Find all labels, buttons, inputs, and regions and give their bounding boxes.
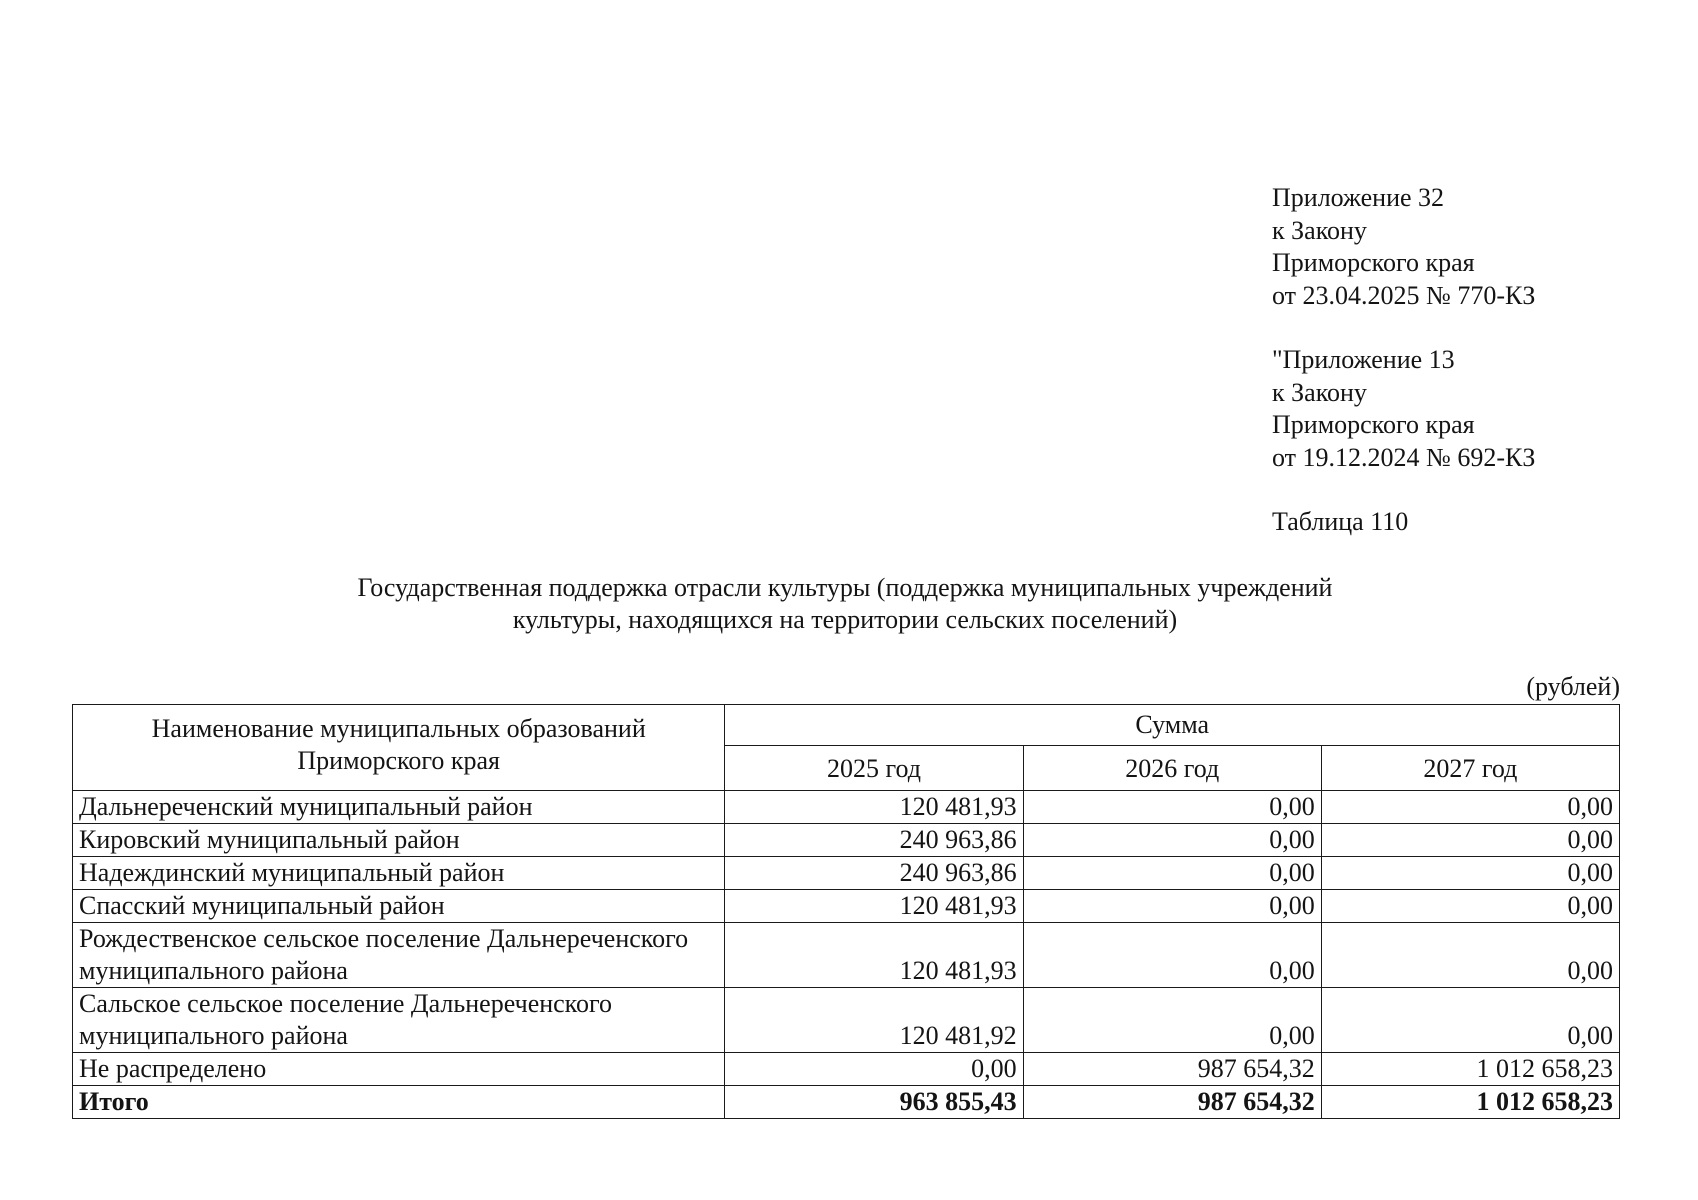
appendix-current-line: к Закону bbox=[1272, 215, 1367, 245]
table-row bbox=[73, 791, 1620, 824]
table-row bbox=[73, 890, 1620, 923]
header-row bbox=[73, 705, 1620, 746]
cell-municipality: Рождественское сельское поселение Дальнереченского муниципального района bbox=[73, 923, 725, 988]
cell-total-2027: 1 012 658,23 bbox=[1321, 1086, 1619, 1119]
cell-2027: 0,00 bbox=[1321, 890, 1619, 923]
cell-2026: 0,00 bbox=[1023, 890, 1321, 923]
unit-label: (рублей) bbox=[1526, 672, 1620, 701]
appendix-current-block bbox=[1272, 182, 1535, 312]
cell-2027: 0,00 bbox=[1321, 923, 1619, 988]
cell-2025: 120 481,93 bbox=[725, 923, 1023, 988]
table-number: Таблица 110 bbox=[1272, 507, 1409, 536]
column-header-2025: 2025 год bbox=[725, 746, 1023, 791]
appendix-original-line: от 19.12.2024 № 692-КЗ bbox=[1272, 442, 1536, 472]
table-body bbox=[73, 791, 1620, 1119]
cell-municipality: Спасский муниципальный район bbox=[73, 890, 725, 923]
appendix-original-block bbox=[1272, 344, 1535, 474]
document-title bbox=[200, 572, 1490, 636]
cell-municipality: Сальское сельское поселение Дальнереченского муниципального района bbox=[73, 988, 725, 1053]
column-header-name: Наименование муниципальных образований Приморского края bbox=[73, 705, 725, 791]
cell-total-2026: 987 654,32 bbox=[1023, 1086, 1321, 1119]
cell-total-label: Итого bbox=[73, 1086, 725, 1119]
column-header-sum: Сумма bbox=[725, 705, 1620, 746]
cell-municipality: Не распределено bbox=[73, 1053, 725, 1086]
cell-2026: 0,00 bbox=[1023, 988, 1321, 1053]
cell-2025: 120 481,92 bbox=[725, 988, 1023, 1053]
appendix-current-line: Приложение 32 bbox=[1272, 183, 1445, 212]
cell-2027: 0,00 bbox=[1321, 824, 1619, 857]
cell-2025: 120 481,93 bbox=[725, 791, 1023, 824]
appendix-original-line: Приморского края bbox=[1272, 410, 1475, 439]
document-title-line: Государственная поддержка отрасли культуры (поддержка муниципальных учреждений bbox=[357, 573, 1333, 602]
cell-2025: 240 963,86 bbox=[725, 824, 1023, 857]
cell-2026: 987 654,32 bbox=[1023, 1053, 1321, 1086]
table-row bbox=[73, 1053, 1620, 1086]
cell-municipality: Кировский муниципальный район bbox=[73, 824, 725, 857]
table-total-row bbox=[73, 1086, 1620, 1119]
table-header bbox=[73, 705, 1620, 791]
table-row bbox=[73, 824, 1620, 857]
cell-2025: 0,00 bbox=[725, 1053, 1023, 1086]
cell-total-2025: 963 855,43 bbox=[725, 1086, 1023, 1119]
appendix-current-line: Приморского края bbox=[1272, 248, 1475, 277]
column-header-2027: 2027 год bbox=[1321, 746, 1619, 791]
cell-2026: 0,00 bbox=[1023, 857, 1321, 890]
cell-2027: 0,00 bbox=[1321, 988, 1619, 1053]
table-row bbox=[73, 988, 1620, 1053]
cell-2026: 0,00 bbox=[1023, 923, 1321, 988]
appendix-current-line: от 23.04.2025 № 770-КЗ bbox=[1272, 280, 1536, 310]
document-title-line: культуры, находящихся на территории сельских поселений) bbox=[512, 605, 1178, 634]
cell-2025: 240 963,86 bbox=[725, 857, 1023, 890]
table-row bbox=[73, 857, 1620, 890]
column-header-2026: 2026 год bbox=[1023, 746, 1321, 791]
appendix-header bbox=[1272, 182, 1535, 539]
cell-2027: 0,00 bbox=[1321, 791, 1619, 824]
cell-2025: 120 481,93 bbox=[725, 890, 1023, 923]
cell-2026: 0,00 bbox=[1023, 791, 1321, 824]
cell-2026: 0,00 bbox=[1023, 824, 1321, 857]
table-row bbox=[73, 923, 1620, 988]
appendix-original-line: к Закону bbox=[1272, 377, 1367, 407]
cell-municipality: Дальнереченский муниципальный район bbox=[73, 791, 725, 824]
budget-table bbox=[72, 704, 1620, 1119]
cell-2027: 0,00 bbox=[1321, 857, 1619, 890]
cell-2027: 1 012 658,23 bbox=[1321, 1053, 1619, 1086]
cell-municipality: Надеждинский муниципальный район bbox=[73, 857, 725, 890]
appendix-original-line: "Приложение 13 bbox=[1272, 345, 1455, 374]
